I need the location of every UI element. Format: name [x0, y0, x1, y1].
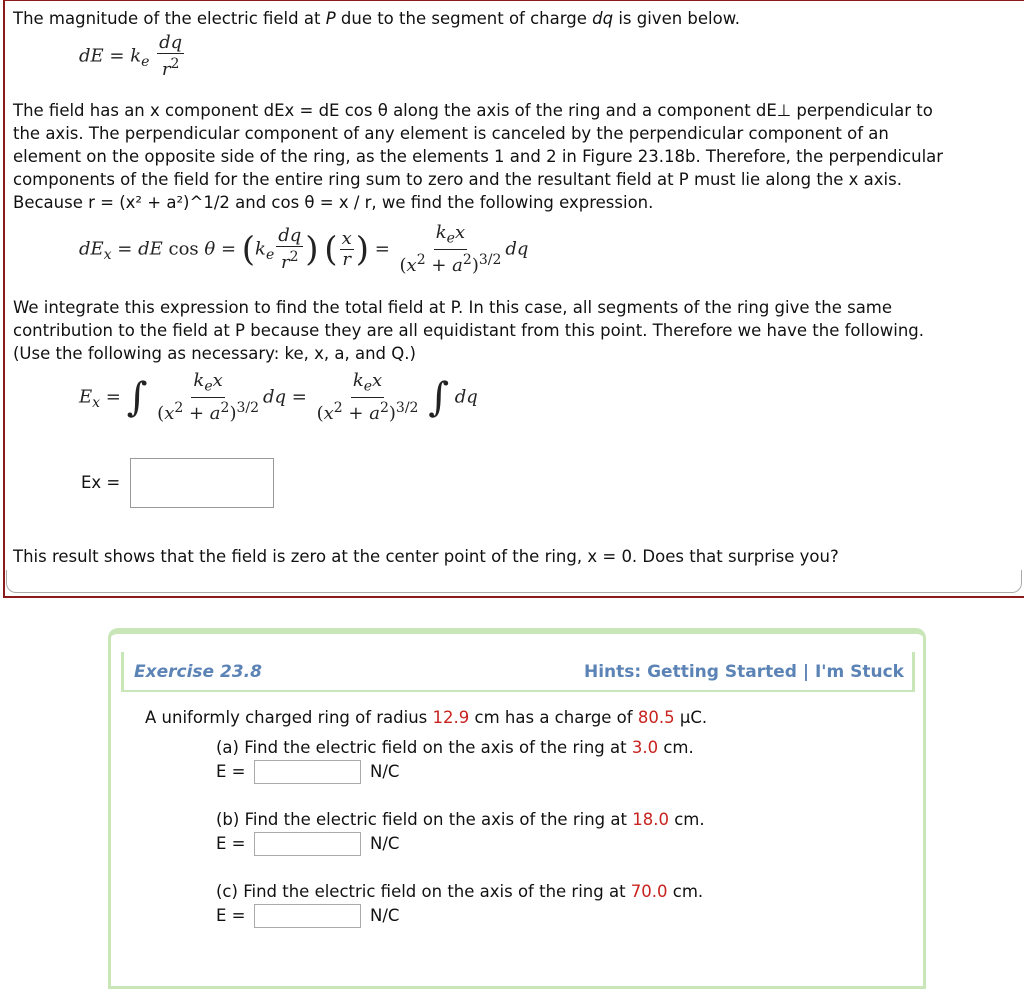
part-c-unit: cm. [667, 882, 704, 901]
part-c-field [216, 905, 516, 931]
part-a-field-label: E = [216, 762, 246, 781]
part-a-label: (a) Find the electric field on the axis of the ring at [216, 738, 632, 757]
part-a-distance: 3.0 [631, 738, 659, 757]
part-b-field [216, 833, 516, 859]
part-c-field-label: E = [216, 906, 246, 925]
problem-statement [145, 707, 707, 729]
intro-dq: dq [592, 9, 614, 28]
part-b-unit: cm. [668, 810, 705, 829]
hints-bar [584, 662, 904, 682]
para2-line3: element on the opposite side of the ring, as the elements 1 and 2 in Figure 23.18b. Therefore, the perpendicular [13, 147, 944, 166]
para2-line4: components of the field for the entire ring sum to zero and the resultant field at P must lie along the x axis. [13, 170, 902, 189]
part-a-input[interactable] [254, 760, 361, 784]
part-c-answer-unit: N/C [370, 906, 400, 925]
intro-text-a: The magnitude of the electric field at [13, 9, 326, 28]
part-c-question [216, 881, 703, 903]
exercise-card [108, 628, 926, 989]
ex-answer-input[interactable] [130, 458, 274, 508]
para2-line2: the axis. The perpendicular component of any element is canceled by the perpendicular component of an [13, 124, 889, 143]
part-a-question [216, 737, 694, 759]
equation-dEx: $dE_x$ = dE $\cos \theta = (k_e$ $\frac{dq}{r^2}$ ) ( $\frac{x}{r}$ ) = $\frac{k_ex}{(x^2 + a^2)^{3/2}}$ dq [79, 222, 529, 276]
para3-line2: contribution to the field at P because they are all equidistant from this point. Therefore we have the following. [13, 321, 925, 340]
part-b-distance: 18.0 [632, 810, 669, 829]
paragraph-integrate [13, 296, 924, 365]
part-b-question [216, 809, 705, 831]
ex-answer-label: Ex = [81, 473, 121, 492]
hint-getting-started-link[interactable]: Getting Started [647, 662, 797, 682]
part-c-distance: 70.0 [630, 882, 668, 901]
intro-text-c: due to the segment of charge [335, 9, 593, 28]
problem-text-a: A uniformly charged ring of radius [145, 708, 433, 727]
solution-panel [3, 0, 1024, 598]
charge-value: 80.5 [637, 708, 675, 727]
problem-text-c: μC. [674, 708, 708, 727]
hint-separator: | [802, 662, 810, 682]
part-a-unit: cm. [658, 738, 694, 757]
intro-text-e: is given below. [613, 9, 740, 28]
part-c-label: (c) Find the electric field on the axis of the ring at [216, 882, 631, 901]
exercise-title: Exercise 23.8 [134, 662, 262, 682]
intro-line [13, 7, 740, 30]
part-a-field [216, 761, 516, 787]
exercise-header [121, 652, 915, 692]
para3-line3: (Use the following as necessary: ke, x, a, and Q.) [13, 344, 416, 363]
hints-label: Hints: [583, 662, 642, 682]
para2-line5: Because r = (x² + a²)^1/2 and cos θ = x / r, we find the following expression. [13, 193, 654, 212]
part-b-label: (b) Find the electric field on the axis of the ring at [216, 810, 633, 829]
para2-line1: The field has an x component dEx = dE cos θ along the axis of the ring and a component dE⊥ perpendicular to [13, 101, 933, 120]
paragraph-components [13, 99, 943, 214]
hint-im-stuck-link[interactable]: I'm Stuck [814, 662, 904, 682]
equation-Ex-integral: $E_x$ = ∫ $\frac{k_ex}{(x^2 + a^2)^{3/2}}$ dq = $\frac{k_ex}{(x^2 + a^2)^{3/2}}$ ∫ dq [79, 370, 478, 424]
part-a-answer-unit: N/C [370, 762, 400, 781]
part-c-input[interactable] [254, 904, 361, 928]
problem-text-b: cm has a charge of [469, 708, 638, 727]
result-strip [6, 570, 1022, 593]
radius-value: 12.9 [432, 708, 470, 727]
part-b-answer-unit: N/C [370, 834, 400, 853]
part-b-input[interactable] [254, 832, 361, 856]
para3-line1: We integrate this expression to find the total field at P. In this case, all segments of the ring give the same [13, 298, 893, 317]
equation-dE: dE = $k_e$ $\frac{dq}{r^2}$ [79, 32, 183, 80]
intro-point-p: P [325, 9, 336, 28]
part-b-field-label: E = [216, 834, 246, 853]
conclusion-text: This result shows that the field is zero at the center point of the ring, x = 0. Does that surprise you? [13, 547, 839, 566]
